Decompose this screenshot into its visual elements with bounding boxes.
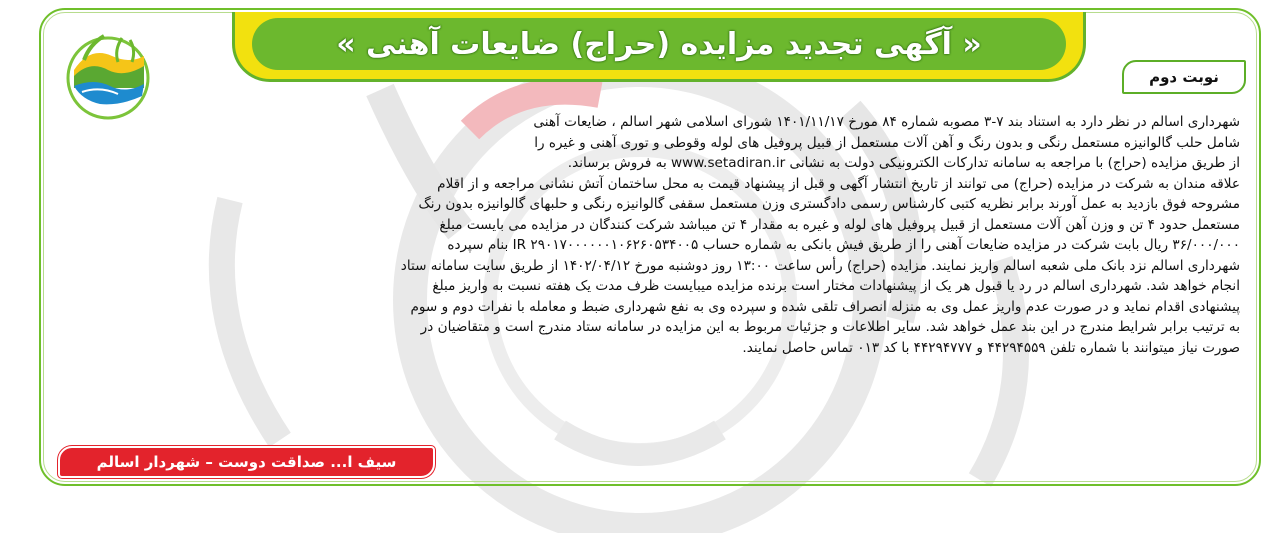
notice-body <box>50 112 1240 358</box>
body-line: انجام خواهد شد. شهرداری اسالم در رد یا قبول هر یک از پیشنهادات مختار است برنده مزایده میبایست ظرف مدت یک هفته نسبت به واریز مبلغ <box>432 278 1240 294</box>
body-line: مشروحه فوق بازدید به عمل آورند برابر نظریه کتبی کارشناس رسمی دادگستری وزن مستعمل سقفی گالوانیزه رنگی و حلبهای گالوانیزه بدون رنگ <box>418 196 1240 212</box>
body-line: شهرداری اسالم نزد بانک ملی شعبه اسالم واریز نمایند. مزایده (حراج) رأس ساعت ۱۳:۰۰ روز دوشنبه مورخ ۱۴۰۲/۰۴/۱۲ از طریق سایت سامانه ستاد <box>400 257 1240 274</box>
body-line: شهرداری اسالم در نظر دارد به استناد بند ۷-۳ مصوبه شماره ۸۴ مورخ ۱۴۰۱/۱۱/۱۷ شورای اسلامی شهر اسالم ، ضایعات آهنی <box>533 114 1240 130</box>
body-line: ۳۶/۰۰۰/۰۰۰ ریال بابت شرکت در مزایده ضایعات آهنی را از طریق فیش بانکی به شماره حساب IR ۲۹۰۱۷۰۰۰۰۰۰۱۰۶۲۶۰۵۳۴۰۰۵ بنام سپرده <box>447 237 1240 253</box>
body-line: مستعمل حدود ۴ تن و وزن آهن آلات مستعمل از قبیل پروفیل های لوله و غیره به مقدار ۴ تن میباشد شرکت کنندگان در مزایده می بایست مبلغ <box>439 216 1240 233</box>
round-label: نوبت دوم <box>1149 68 1219 86</box>
round-badge <box>1122 60 1246 94</box>
body-line: شامل حلب گالوانیزه مستعمل رنگی و بدون رنگ و آهن آلات مستعمل از قبیل پروفیل های لوله وقوطی و توری آهنی و غیره را <box>534 134 1240 151</box>
body-line: صورت نیاز میتوانند با شماره تلفن ۴۴۲۹۴۵۵۹ و ۴۴۲۹۴۷۷۷ با کد ۰۱۳ تماس حاصل نمایند. <box>742 339 1240 356</box>
body-line: از طریق مزایده (حراج) با مراجعه به سامانه تدارکات الکترونیکی دولت به نشانی www.setadiran.ir به فروش برساند. <box>567 155 1240 171</box>
signature-bar <box>58 446 435 478</box>
notice-title: « آگهی تجدید مزایده (حراج) ضایعات آهنی » <box>336 26 982 62</box>
body-line: پیشنهادی اقدام نماید و در صورت عدم واریز عمل وی به منزله انصراف تلقی شده و سپرده وی به نفع شهرداری ضبط و معامله با نفرات دوم و سوم <box>410 298 1240 315</box>
signature-text: سیف ا... صداقت دوست – شهردار اسالم <box>96 453 397 471</box>
title-bar <box>252 18 1066 70</box>
body-line: به ترتیب برابر شرایط مندرج در این بند عمل خواهد شد. سایر اطلاعات و جزئیات مربوط به این مزایده در سامانه ستاد مندرج است و متقاضیان در <box>420 319 1240 335</box>
body-line: علاقه مندان به شرکت در مزایده (حراج) می توانند از تاریخ انتشار آگهی و قبل از پیشنهاد قیمت به محل ساختمان آتش نشانی مراجعه و از اقلام <box>437 175 1240 192</box>
municipality-logo-icon <box>60 26 156 122</box>
